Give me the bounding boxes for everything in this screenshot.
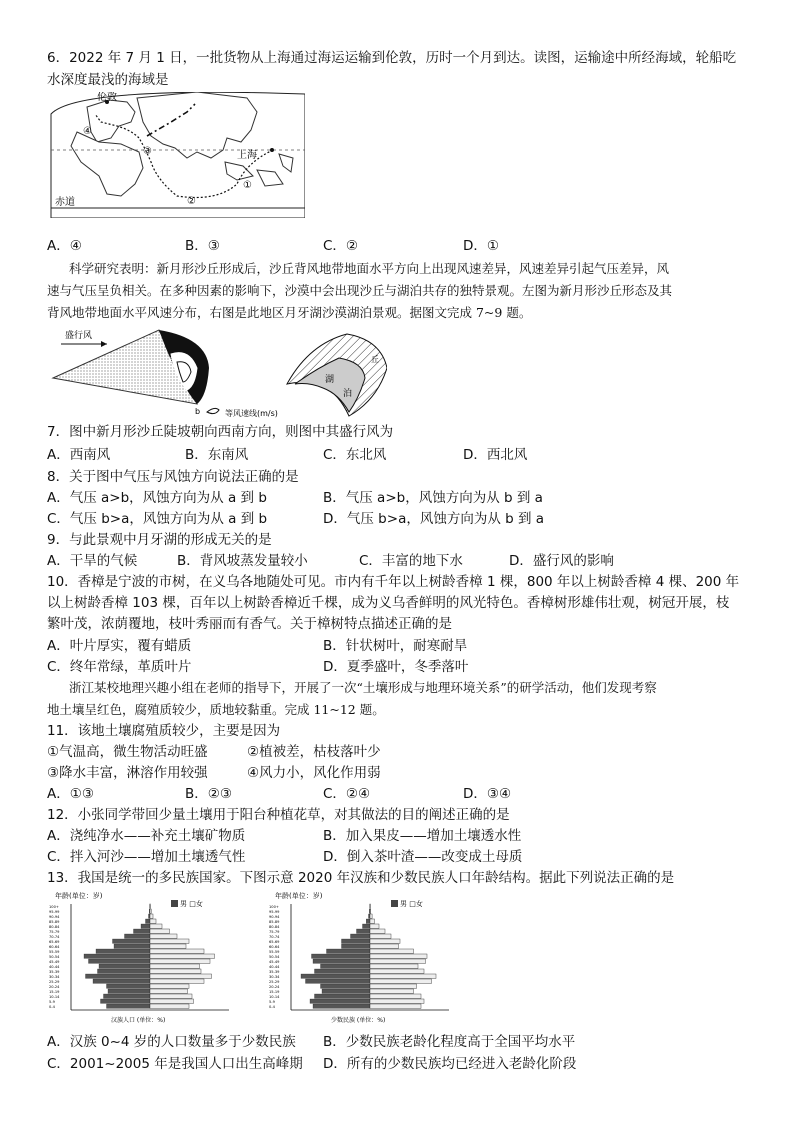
q11-statement-1: ①气温高，微生物活动旺盛	[47, 744, 208, 760]
pyramid-minority-legend: 男 □女	[400, 900, 423, 908]
q8-option-d[interactable]: D．气压 b>a，风蚀方向为从 b 到 a	[323, 511, 545, 527]
pyramid-han-tick-0-4: 0-4	[49, 1005, 55, 1009]
pyramid-minority-female-bar-80-84	[370, 924, 379, 928]
pyramid-minority-legend-male-swatch	[391, 900, 398, 907]
pyramid-minority-male-bar-40-44	[321, 964, 371, 968]
q9-stem: 9．与此景观中月牙湖的形成无关的是	[47, 532, 272, 548]
pyramid-han-legend: 男 □女	[180, 900, 203, 908]
pyramid-minority-tick-45-49: 45-49	[269, 960, 280, 964]
q7-option-d[interactable]: D．西北风	[463, 447, 528, 463]
pyramid-minority-male-bar-5-9	[310, 999, 370, 1003]
pyramid-minority-male-bar-80-84	[363, 924, 371, 928]
pyramid-minority-male-bar-15-19	[322, 989, 370, 993]
pyramid-minority-male-bar-45-49	[313, 959, 370, 963]
q13-option-c[interactable]: C．2001~2005 年是我国人口出生高峰期	[47, 1056, 303, 1072]
pyramid-han-female-bar-0-4	[150, 1004, 189, 1008]
pyramid-han-female-bar-75-79	[150, 929, 170, 933]
pyramid-minority-tick-70-74: 70-74	[269, 935, 280, 939]
q6-stem-line1: 6．2022 年 7 月 1 日，一批货物从上海通过海运运输到伦敦，历时一个月到达。读图，运输途中所经海域，轮船吃	[47, 50, 737, 66]
pyramid-han-female-bar-10-14	[150, 994, 192, 998]
q9-option-b[interactable]: B．背风坡蒸发量较小	[177, 553, 308, 569]
pyramid-han-male-bar-90-94	[149, 914, 151, 918]
pyramid-minority-female-bar-45-49	[370, 959, 426, 963]
pyramid-han-male-bar-50-54	[84, 954, 150, 958]
map-label-4: ④	[83, 126, 92, 137]
pyramid-minority-male-bar-35-39	[315, 969, 371, 973]
pyramid-han-female-bar-55-59	[150, 949, 204, 953]
pyramid-han-female-bar-50-54	[150, 954, 215, 958]
isoline-legend-label: 等风速线(m/s)	[225, 409, 278, 418]
pyramid-minority-tick-65-69: 65-69	[269, 940, 280, 944]
q8-stem: 8．关于图中气压与风蚀方向说法正确的是	[47, 469, 299, 485]
pyramid-han-female-bar-20-24	[150, 984, 189, 988]
pyramid-minority-male-bar-55-59	[327, 949, 371, 953]
pyramid-minority-tick-75-79: 75-79	[269, 930, 280, 934]
q10-option-b[interactable]: B．针状树叶，耐寒耐旱	[323, 638, 468, 654]
pyramid-minority-female-bar-55-59	[370, 949, 414, 953]
pyramid-minority-tick-25-29: 25-29	[269, 980, 280, 984]
q10-option-d[interactable]: D．夏季盛叶，冬季落叶	[323, 659, 469, 675]
q11-statement-2: ②植被差，枯枝落叶少	[247, 744, 381, 760]
q8-option-b[interactable]: B．气压 a>b，风蚀方向为从 b 到 a	[323, 490, 543, 506]
pyramid-minority-male-bar-90-94	[369, 914, 371, 918]
pyramid-minority-tick-5-9: 5-9	[269, 1000, 275, 1004]
pyramid-han-tick-65-69: 65-69	[49, 940, 60, 944]
q9-option-d[interactable]: D．盛行风的影响	[509, 553, 614, 569]
q13-option-a[interactable]: A．汉族 0~4 岁的人口数量多于少数民族	[47, 1034, 296, 1050]
pyramid-minority-female-bar-85-89	[370, 919, 375, 923]
pyramid-han-male-bar-60-64	[114, 944, 150, 948]
pyramid-minority-female-bar-20-24	[370, 984, 417, 988]
q12-stem: 12．小张同学带回少量土壤用于阳台种植花草，对其做法的目的阐述正确的是	[47, 807, 510, 823]
pyramid-han-male-bar-75-79	[134, 929, 151, 933]
q7-option-c[interactable]: C．东北风	[323, 447, 387, 463]
pyramid-han-tick-10-14: 10-14	[49, 995, 60, 999]
pyramid-minority-male-bar-50-54	[312, 954, 371, 958]
pyramid-minority-male-bar-60-64	[342, 944, 371, 948]
pyramid-minority-female-bar-90-94	[370, 914, 372, 918]
passage-7-9-line2: 速与气压呈负相关。在多种因素的影响下，沙漠中会出现沙丘与湖泊共存的独特景观。左图为新月形沙丘形态及其	[47, 283, 673, 298]
pyramid-han-tick-20-24: 20-24	[49, 985, 60, 989]
q11-statement-3: ③降水丰富，淋溶作用较强	[47, 765, 208, 781]
pyramid-han-male-bar-5-9	[101, 999, 151, 1003]
pyramid-han-female-bar-95-99	[150, 909, 151, 913]
pyramid-minority-tick-30-34: 30-34	[269, 975, 280, 979]
pyramid-han-tick-100+: 100+	[49, 905, 59, 909]
pyramid-han-tick-15-19: 15-19	[49, 990, 60, 994]
pyramid-han-tick-30-34: 30-34	[49, 975, 60, 979]
point-b-label: b	[195, 407, 201, 416]
pyramid-han-male-bar-80-84	[141, 924, 150, 928]
q13-option-d[interactable]: D．所有的少数民族均已经进入老龄化阶段	[323, 1056, 577, 1072]
q11-stem: 11．该地土壤腐殖质较少，主要是因为	[47, 723, 281, 739]
q12-option-c[interactable]: C．拌入河沙——增加土壤透气性	[47, 849, 246, 865]
pyramid-han-male-bar-40-44	[99, 964, 150, 968]
q12-option-a[interactable]: A．浇纯净水——补充土壤矿物质	[47, 828, 246, 844]
pyramid-han-female-bar-5-9	[150, 999, 194, 1003]
q7-stem: 7．图中新月形沙丘陡坡朝向西南方向，则图中其盛行风为	[47, 424, 394, 440]
q11-option-b[interactable]: B．②③	[185, 786, 232, 802]
pyramid-minority-male-bar-65-69	[342, 939, 371, 943]
map-label-1: ①	[243, 180, 252, 191]
pyramid-han-male-bar-0-4	[107, 1004, 151, 1008]
passage-11-12-line1: 浙江某校地理兴趣小组在老师的指导下，开展了一次“土壤形成与地理环境关系”的研学活动，他们发现考察	[69, 680, 657, 695]
map-label-equator: 赤道	[55, 197, 75, 208]
pyramid-han-legend-male-swatch	[171, 900, 178, 907]
pyramid-minority-male-bar-0-4	[313, 1004, 370, 1008]
pyramid-minority-tick-85-89: 85-89	[269, 920, 280, 924]
pyramid-han-tick-40-44: 40-44	[49, 965, 60, 969]
pyramid-minority-tick-35-39: 35-39	[269, 970, 280, 974]
pyramid-han-tick-5-9: 5-9	[49, 1000, 55, 1004]
lake-label-1: 湖	[325, 375, 335, 385]
q6-option-c[interactable]: C．②	[323, 238, 359, 254]
q10-stem-line2: 以上树龄香樟 103 棵，百年以上树龄香樟近千棵，成为义乌香鲜明的风光特色。香樟树形雄伟壮观，树冠开展，枝	[47, 595, 730, 611]
pyramid-minority-tick-55-59: 55-59	[269, 950, 280, 954]
pyramid-han-female-bar-30-34	[150, 974, 212, 978]
q10-option-c[interactable]: C．终年常绿，革质叶片	[47, 659, 192, 675]
pyramid-han-male-bar-30-34	[86, 974, 151, 978]
pyramid-minority-tick-40-44: 40-44	[269, 965, 280, 969]
pyramid-han-female-bar-70-74	[150, 934, 177, 938]
pyramid-han-tick-35-39: 35-39	[49, 970, 60, 974]
pyramid-minority-tick-80-84: 80-84	[269, 925, 280, 929]
passage-11-12-line2: 地土壤呈红色，腐殖质较少，质地较黏重。完成 11~12 题。	[47, 702, 385, 717]
pyramid-han-male-bar-20-24	[107, 984, 151, 988]
pyramid-minority-tick-50-54: 50-54	[269, 955, 280, 959]
pyramid-han-male-bar-25-29	[93, 979, 150, 983]
pyramid-minority-tick-10-14: 10-14	[269, 995, 280, 999]
pyramid-minority-female-bar-35-39	[370, 969, 424, 973]
pyramid-han-female-bar-45-49	[150, 959, 210, 963]
q7-option-b[interactable]: B．东南风	[185, 447, 249, 463]
pyramid-han-female-bar-25-29	[150, 979, 204, 983]
pyramid-minority-female-bar-30-34	[370, 974, 436, 978]
pyramid-minority-female-bar-75-79	[370, 929, 385, 933]
pyramid-han-male-bar-10-14	[104, 994, 151, 998]
q10-stem-line3: 繁叶茂，浓荫覆地，枝叶秀丽而有香气。关于樟树特点描述正确的是	[47, 616, 452, 632]
pyramid-minority-tick-60-64: 60-64	[269, 945, 280, 949]
pyramid-minority-female-bar-65-69	[370, 939, 400, 943]
pyramid-han-male-bar-35-39	[98, 969, 151, 973]
q7-option-a[interactable]: A．西南风	[47, 447, 111, 463]
pyramid-han-tick-85-89: 85-89	[49, 920, 60, 924]
pyramid-han-tick-90-94: 90-94	[49, 915, 60, 919]
pyramid-han-female-bar-60-64	[150, 944, 186, 948]
pyramid-han-tick-95-99: 95-99	[49, 910, 60, 914]
pyramid-han-tick-70-74: 70-74	[49, 935, 60, 939]
q10-stem-line1: 10．香樟是宁波的市树，在义乌各地随处可见。市内有千年以上树龄香樟 1 棵，800 年以上树龄香樟 4 棵、200 年	[47, 574, 740, 590]
lake-label-2: 泊	[343, 389, 353, 399]
population-pyramids	[47, 890, 507, 1024]
pyramid-han-male-bar-15-19	[108, 989, 150, 993]
prevailing-wind-label: 盛行风	[65, 331, 93, 341]
pyramid-han-male-bar-70-74	[125, 934, 151, 938]
pyramid-minority-female-bar-0-4	[370, 1004, 421, 1008]
pyramid-han-tick-55-59: 55-59	[49, 950, 60, 954]
passage-7-9-line3: 背风地带地面水平风速分布，右图是此地区月牙湖沙漠湖泊景观。据图文完成 7~9 题。	[47, 305, 532, 320]
q13-stem: 13．我国是统一的多民族国家。下图示意 2020 年汉族和少数民族人口年龄结构。据此下列说法正确的是	[47, 870, 675, 886]
pyramid-minority-male-bar-30-34	[301, 974, 370, 978]
dune-label: 丘	[371, 355, 379, 364]
pyramid-han-male-bar-55-59	[96, 949, 150, 953]
pyramid-minority-female-bar-40-44	[370, 964, 418, 968]
pyramid-minority-tick-90-94: 90-94	[269, 915, 280, 919]
pyramid-minority-male-bar-25-29	[306, 979, 371, 983]
pyramid-han-tick-25-29: 25-29	[49, 980, 60, 984]
pyramid-minority-male-bar-10-14	[315, 994, 371, 998]
map-label-london: 伦敦	[97, 92, 117, 103]
pyramid-han-tick-80-84: 80-84	[49, 925, 60, 929]
pyramid-minority-female-bar-60-64	[370, 944, 399, 948]
pyramid-minority-tick-15-19: 15-19	[269, 990, 280, 994]
map-label-shanghai: 上海	[237, 150, 257, 161]
q10-option-a[interactable]: A．叶片厚实，覆有蜡质	[47, 638, 192, 654]
pyramid-minority-tick-100+: 100+	[269, 905, 279, 909]
q12-option-d[interactable]: D．倒入茶叶渣——改变成土母质	[323, 849, 523, 865]
q11-option-c[interactable]: C．②④	[323, 786, 371, 802]
pyramid-minority-tick-20-24: 20-24	[269, 985, 280, 989]
pyramid-han-female-bar-15-19	[150, 989, 188, 993]
pyramid-han-male-bar-85-89	[146, 919, 151, 923]
pyramid-han-tick-50-54: 50-54	[49, 955, 60, 959]
q6-stem-line2: 水深度最浅的海域是	[47, 72, 169, 88]
pyramid-minority-female-bar-25-29	[370, 979, 432, 983]
pyramid-han-tick-60-64: 60-64	[49, 945, 60, 949]
pyramid-han-female-bar-90-94	[150, 914, 153, 918]
pyramid-han-tick-45-49: 45-49	[49, 960, 60, 964]
pyramid-han-female-bar-85-89	[150, 919, 156, 923]
point-a-label: a	[169, 355, 174, 364]
dune-lake-figure	[47, 328, 387, 420]
pyramid-minority-male-bar-75-79	[357, 929, 371, 933]
q11-statement-4: ④风力小，风化作用弱	[247, 765, 381, 781]
pyramid-minority-tick-95-99: 95-99	[269, 910, 280, 914]
passage-7-9-line1: 科学研究表明：新月形沙丘形成后，沙丘背风地带地面水平方向上出现风速差异，风速差异引起气压差异，风	[69, 261, 670, 276]
q13-option-b[interactable]: B．少数民族老龄化程度高于全国平均水平	[323, 1034, 576, 1050]
pyramid-minority-female-bar-50-54	[370, 954, 427, 958]
q9-option-a[interactable]: A．干旱的气候	[47, 553, 138, 569]
pyramid-han-ylabel: 年龄(单位：岁)	[55, 892, 103, 900]
pyramid-han-female-bar-65-69	[150, 939, 189, 943]
pyramid-minority-xlabel: 少数民族 (单位：%)	[331, 1017, 386, 1024]
pyramid-han-tick-75-79: 75-79	[49, 930, 60, 934]
map-label-3: ③	[143, 146, 152, 157]
q9-option-c[interactable]: C．丰富的地下水	[359, 553, 463, 569]
pyramid-han-female-bar-80-84	[150, 924, 162, 928]
pyramid-han-female-bar-35-39	[150, 969, 201, 973]
pyramid-minority-male-bar-85-89	[366, 919, 370, 923]
pyramid-minority-female-bar-95-99	[370, 909, 371, 913]
pyramid-han-female-bar-40-44	[150, 964, 200, 968]
map-label-2: ②	[187, 196, 196, 207]
q6-option-a[interactable]: A．④	[47, 238, 82, 254]
pyramid-minority-male-bar-70-74	[351, 934, 371, 938]
pyramid-minority-ylabel: 年龄(单位：岁)	[275, 892, 323, 900]
q11-option-a[interactable]: A．①③	[47, 786, 94, 802]
q8-option-c[interactable]: C．气压 b>a，风蚀方向为从 a 到 b	[47, 511, 268, 527]
pyramid-minority-female-bar-15-19	[370, 989, 414, 993]
q8-option-a[interactable]: A．气压 a>b，风蚀方向为从 a 到 b	[47, 490, 267, 506]
q6-world-map	[47, 92, 305, 218]
pyramid-minority-tick-0-4: 0-4	[269, 1005, 275, 1009]
pyramid-han-male-bar-45-49	[89, 959, 151, 963]
pyramid-han-male-bar-65-69	[113, 939, 151, 943]
q6-option-b[interactable]: B．③	[185, 238, 220, 254]
q6-option-d[interactable]: D．①	[463, 238, 499, 254]
pyramid-han-xlabel: 汉族人口 (单位：%)	[111, 1017, 166, 1024]
pyramid-minority-female-bar-5-9	[370, 999, 424, 1003]
q11-option-d[interactable]: D．③④	[463, 786, 512, 802]
pyramid-minority-female-bar-10-14	[370, 994, 421, 998]
pyramid-minority-female-bar-70-74	[370, 934, 391, 938]
q12-option-b[interactable]: B．加入果皮——增加土壤透水性	[323, 828, 522, 844]
pyramid-minority-male-bar-20-24	[321, 984, 371, 988]
